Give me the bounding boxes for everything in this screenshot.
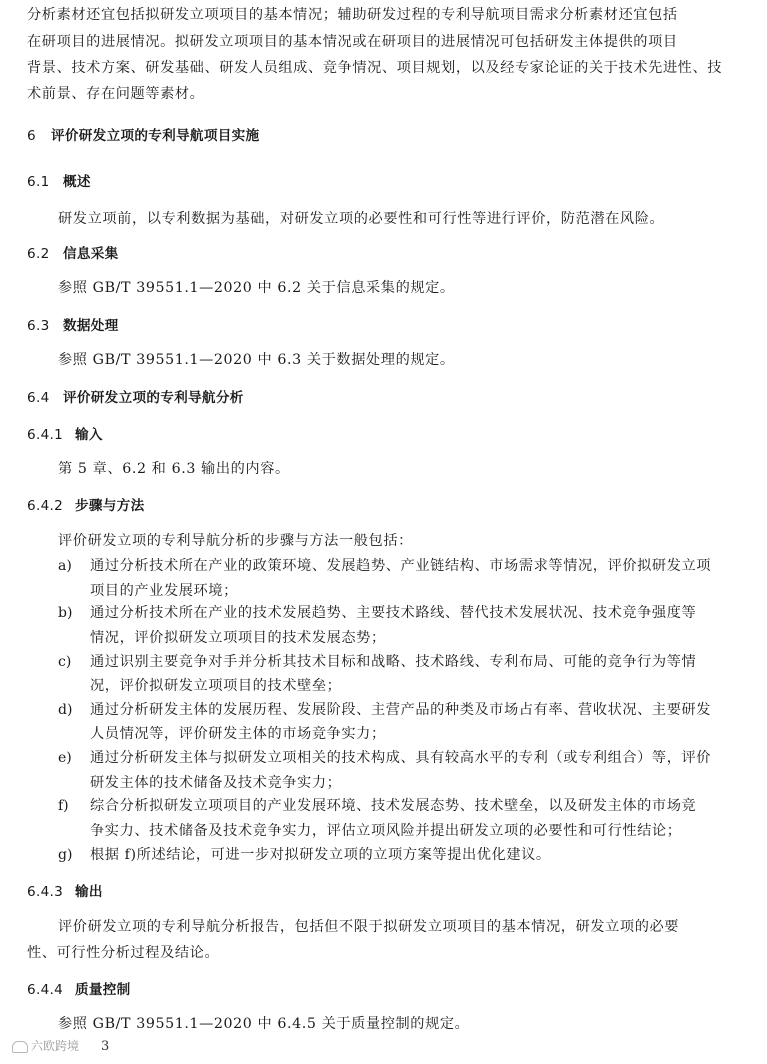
- section-number: 6.4: [27, 390, 50, 406]
- section-6-heading: [27, 126, 259, 146]
- section-6-4-4-heading: [27, 980, 131, 1000]
- section-6-1-text: 研发立项前，以专利数据为基础，对研发立项的必要性和可行性等进行评价，防范潜在风险。: [58, 211, 665, 227]
- section-6-4-3-heading: [27, 882, 103, 902]
- page-footer: [12, 1037, 109, 1054]
- section-title: 信息采集: [63, 246, 119, 262]
- list-item-line: 况，评价拟研发立项项目的技术壁垒；: [90, 678, 342, 694]
- section-title: 质量控制: [75, 982, 131, 998]
- list-item-label: c): [58, 654, 72, 670]
- list-item-line: 通过分析研发主体的发展历程、发展阶段、主营产品的种类及市场占有率、营收状况、主要研发: [90, 702, 712, 718]
- list-item-line: 项目的产业发展环境；: [90, 583, 238, 599]
- list-item-line: 综合分析拟研发立项项目的产业发展环境、技术发展态势、技术壁垒，以及研发主体的市场竞: [90, 798, 697, 814]
- list-item-label: g): [58, 847, 73, 863]
- section-title: 评价研发立项的专利导航分析: [63, 390, 244, 406]
- section-number: 6: [27, 128, 36, 144]
- section-number: 6.4.4: [27, 982, 64, 998]
- intro-line-3: 背景、技术方案、研发基础、研发人员组成、竞争情况、项目规划，以及经专家论证的关于技术先进性、技: [27, 60, 723, 76]
- section-6-4-4-text: 参照 GB/T 39551.1—2020 中 6.4.5 关于质量控制的规定。: [58, 1016, 470, 1032]
- section-6-2-text: 参照 GB/T 39551.1—2020 中 6.2 关于信息采集的规定。: [58, 280, 455, 296]
- section-title: 输出: [75, 884, 103, 900]
- section-6-3-text: 参照 GB/T 39551.1—2020 中 6.3 关于数据处理的规定。: [58, 352, 455, 368]
- section-number: 6.2: [27, 246, 50, 262]
- section-number: 6.4.3: [27, 884, 64, 900]
- section-6-1-heading: [27, 172, 91, 192]
- list-item-line: 人员情况等，评价研发主体的市场竞争实力；: [90, 726, 386, 742]
- section-6-2-heading: [27, 244, 119, 264]
- page-number: 3: [101, 1039, 110, 1054]
- section-6-4-3-line-2: 性、可行性分析过程及结论。: [27, 945, 220, 961]
- section-title: 数据处理: [63, 318, 119, 334]
- section-6-4-1-text: 第 5 章、6.2 和 6.3 输出的内容。: [58, 461, 290, 477]
- section-number: 6.1: [27, 174, 50, 190]
- list-item-line: 研发主体的技术储备及技术竞争实力；: [90, 775, 342, 791]
- section-title: 概述: [63, 174, 91, 190]
- list-item-line: 通过分析技术所在产业的技术发展趋势、主要技术路线、替代技术发展状况、技术竞争强度等: [90, 605, 697, 621]
- list-item-label: d): [58, 702, 73, 718]
- section-title: 输入: [75, 427, 103, 443]
- watermark-logo-icon: [12, 1041, 28, 1053]
- section-6-4-3-line-1: 评价研发立项的专利导航分析报告，包括但不限于拟研发立项项目的基本情况，研发立项的必要: [58, 919, 680, 935]
- section-6-4-2-intro: 评价研发立项的专利导航分析的步骤与方法一般包括：: [58, 533, 413, 549]
- intro-line-4: 术前景、存在问题等素材。: [27, 86, 205, 102]
- section-title: 评价研发立项的专利导航项目实施: [51, 128, 260, 144]
- list-item-label: e): [58, 750, 72, 766]
- section-6-4-heading: [27, 388, 244, 408]
- list-item-label: b): [58, 605, 73, 621]
- section-6-4-1-heading: [27, 425, 103, 445]
- watermark-text: 六欧跨境: [31, 1039, 80, 1053]
- section-6-4-2-heading: [27, 496, 144, 516]
- list-item-line: 根据 f)所述结论，可进一步对拟研发立项的立项方案等提出优化建议。: [90, 847, 551, 863]
- section-title: 步骤与方法: [75, 498, 145, 514]
- section-number: 6.4.2: [27, 498, 64, 514]
- list-item-line: 通过分析技术所在产业的政策环境、发展趋势、产业链结构、市场需求等情况，评价拟研发立项: [90, 558, 712, 574]
- section-number: 6.3: [27, 318, 50, 334]
- list-item-label: f): [58, 798, 69, 814]
- section-6-3-heading: [27, 316, 119, 336]
- list-item-label: a): [58, 558, 72, 574]
- intro-line-1: 分析素材还宜包括拟研发立项项目的基本情况；辅助研发过程的专利导航项目需求分析素材还宜包括: [27, 7, 678, 23]
- section-number: 6.4.1: [27, 427, 64, 443]
- list-item-line: 情况，评价拟研发立项项目的技术发展态势；: [90, 630, 386, 646]
- list-item-line: 争实力、技术储备及技术竞争实力，评估立项风险并提出研发立项的必要性和可行性结论；: [90, 823, 682, 839]
- list-item-line: 通过分析研发主体与拟研发立项相关的技术构成、具有较高水平的专利（或专利组合）等，评价: [90, 750, 712, 766]
- intro-line-2: 在研项目的进展情况。拟研发立项项目的基本情况或在研项目的进展情况可包括研发主体提供的项目: [27, 34, 678, 50]
- list-item-line: 通过识别主要竞争对手并分析其技术目标和战略、技术路线、专利布局、可能的竞争行为等情: [90, 654, 697, 670]
